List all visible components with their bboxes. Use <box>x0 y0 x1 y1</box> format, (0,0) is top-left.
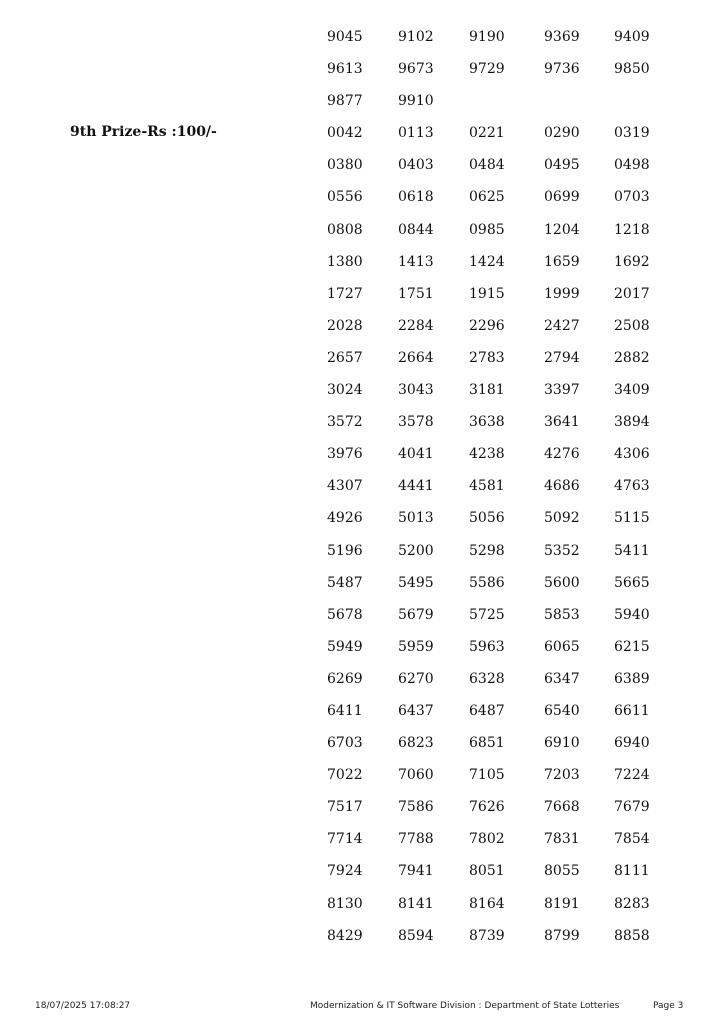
ticket-number: 6823 <box>398 735 434 752</box>
number-row <box>327 671 667 703</box>
ticket-number: 8594 <box>398 927 434 944</box>
ticket-number: 5679 <box>398 606 434 623</box>
ticket-number: 9409 <box>614 29 650 45</box>
number-row <box>327 639 667 671</box>
ticket-number: 0380 <box>327 157 363 174</box>
ticket-number: 9673 <box>398 61 434 78</box>
ticket-number: 0498 <box>614 157 650 174</box>
ticket-number: 4581 <box>469 478 505 495</box>
number-row <box>327 93 667 125</box>
number-row <box>327 189 667 221</box>
ticket-number: 6910 <box>544 735 580 752</box>
ticket-number: 7203 <box>544 767 580 784</box>
ticket-number: 0221 <box>469 125 505 142</box>
number-row <box>327 896 667 928</box>
ticket-number: 0625 <box>469 189 505 206</box>
ticket-number: 6065 <box>544 638 580 655</box>
number-row <box>327 863 667 895</box>
ticket-number: 8858 <box>614 927 650 944</box>
ticket-number: 7924 <box>327 863 363 880</box>
number-row <box>327 61 667 93</box>
ticket-number: 6411 <box>327 702 363 719</box>
ticket-number: 6703 <box>327 735 363 752</box>
ticket-number: 4238 <box>469 446 505 463</box>
ticket-number: 4441 <box>398 478 434 495</box>
ticket-number: 0290 <box>544 125 580 142</box>
ticket-number: 5352 <box>544 542 580 559</box>
number-row <box>327 735 667 767</box>
prize-label: 9th Prize-Rs :100/- <box>70 124 217 140</box>
winning-numbers-grid <box>327 29 667 960</box>
number-row <box>327 703 667 735</box>
ticket-number: 7679 <box>614 799 650 816</box>
ticket-number: 1218 <box>614 221 650 238</box>
ticket-number: 1727 <box>327 285 363 302</box>
ticket-number: 0808 <box>327 221 363 238</box>
ticket-number: 6347 <box>544 670 580 687</box>
ticket-number: 2028 <box>327 317 363 334</box>
ticket-number: 9910 <box>398 93 434 110</box>
ticket-number: 4041 <box>398 446 434 463</box>
ticket-number: 0699 <box>544 189 580 206</box>
ticket-number: 8739 <box>469 927 505 944</box>
ticket-number: 9102 <box>398 29 434 45</box>
ticket-number: 5495 <box>398 574 434 591</box>
ticket-number: 5115 <box>614 510 650 527</box>
ticket-number: 5487 <box>327 574 363 591</box>
ticket-number: 1380 <box>327 253 363 270</box>
ticket-number: 7854 <box>614 831 650 848</box>
ticket-number: 7224 <box>614 767 650 784</box>
ticket-number: 2783 <box>469 349 505 366</box>
ticket-number: 8130 <box>327 895 363 912</box>
ticket-number: 7105 <box>469 767 505 784</box>
ticket-number: 7586 <box>398 799 434 816</box>
ticket-number: 7060 <box>398 767 434 784</box>
ticket-number: 9729 <box>469 61 505 78</box>
ticket-number: 7517 <box>327 799 363 816</box>
ticket-number: 0484 <box>469 157 505 174</box>
ticket-number: 0844 <box>398 221 434 238</box>
number-row <box>327 478 667 510</box>
ticket-number: 2664 <box>398 349 434 366</box>
ticket-number: 4763 <box>614 478 650 495</box>
ticket-number: 8051 <box>469 863 505 880</box>
ticket-number: 7802 <box>469 831 505 848</box>
ticket-number: 6940 <box>614 735 650 752</box>
number-row <box>327 510 667 542</box>
ticket-number: 1751 <box>398 285 434 302</box>
ticket-number: 7668 <box>544 799 580 816</box>
ticket-number: 3894 <box>614 414 650 431</box>
ticket-number: 0703 <box>614 189 650 206</box>
ticket-number: 8799 <box>544 927 580 944</box>
ticket-number: 8141 <box>398 895 434 912</box>
ticket-number: 2296 <box>469 317 505 334</box>
ticket-number: 8429 <box>327 927 363 944</box>
number-row <box>327 286 667 318</box>
footer-page-number: Page 3 <box>653 1001 684 1011</box>
ticket-number: 5963 <box>469 638 505 655</box>
ticket-number: 6328 <box>469 670 505 687</box>
number-row <box>327 575 667 607</box>
ticket-number: 4307 <box>327 478 363 495</box>
ticket-number: 2284 <box>398 317 434 334</box>
number-row <box>327 607 667 639</box>
ticket-number: 1424 <box>469 253 505 270</box>
ticket-number: 3409 <box>614 382 650 399</box>
ticket-number: 9613 <box>327 61 363 78</box>
ticket-number: 5298 <box>469 542 505 559</box>
ticket-number: 3043 <box>398 382 434 399</box>
ticket-number: 4926 <box>327 510 363 527</box>
ticket-number: 4686 <box>544 478 580 495</box>
ticket-number: 1999 <box>544 285 580 302</box>
ticket-number: 5586 <box>469 574 505 591</box>
ticket-number: 0985 <box>469 221 505 238</box>
ticket-number: 3024 <box>327 382 363 399</box>
ticket-number: 8191 <box>544 895 580 912</box>
number-row <box>327 543 667 575</box>
number-row <box>327 382 667 414</box>
ticket-number: 5725 <box>469 606 505 623</box>
number-row <box>327 254 667 286</box>
ticket-number: 0042 <box>327 125 363 142</box>
ticket-number: 3641 <box>544 414 580 431</box>
ticket-number: 1659 <box>544 253 580 270</box>
ticket-number: 7022 <box>327 767 363 784</box>
ticket-number: 5665 <box>614 574 650 591</box>
ticket-number: 5959 <box>398 638 434 655</box>
ticket-number: 8055 <box>544 863 580 880</box>
ticket-number: 0495 <box>544 157 580 174</box>
ticket-number: 5411 <box>614 542 650 559</box>
ticket-number: 5200 <box>398 542 434 559</box>
ticket-number: 5678 <box>327 606 363 623</box>
ticket-number: 3397 <box>544 382 580 399</box>
ticket-number: 1915 <box>469 285 505 302</box>
ticket-number: 5600 <box>544 574 580 591</box>
ticket-number: 6540 <box>544 702 580 719</box>
ticket-number: 6851 <box>469 735 505 752</box>
ticket-number: 2882 <box>614 349 650 366</box>
ticket-number: 3578 <box>398 414 434 431</box>
footer-division: Modernization & IT Software Division : Department of State Lotteries <box>310 1001 620 1011</box>
ticket-number: 9369 <box>544 29 580 45</box>
number-row <box>327 446 667 478</box>
number-row <box>327 414 667 446</box>
ticket-number: 2794 <box>544 349 580 366</box>
ticket-number: 3181 <box>469 382 505 399</box>
ticket-number: 2427 <box>544 317 580 334</box>
footer-timestamp: 18/07/2025 17:08:27 <box>35 1001 131 1011</box>
ticket-number: 8283 <box>614 895 650 912</box>
ticket-number: 1204 <box>544 221 580 238</box>
number-row <box>327 318 667 350</box>
ticket-number: 1692 <box>614 253 650 270</box>
ticket-number: 9850 <box>614 61 650 78</box>
ticket-number: 0113 <box>398 125 434 142</box>
ticket-number: 7714 <box>327 831 363 848</box>
ticket-number: 7788 <box>398 831 434 848</box>
ticket-number: 7831 <box>544 831 580 848</box>
ticket-number: 5092 <box>544 510 580 527</box>
ticket-number: 9877 <box>327 93 363 110</box>
number-row <box>327 29 667 61</box>
ticket-number: 6389 <box>614 670 650 687</box>
number-row <box>327 799 667 831</box>
ticket-number: 0403 <box>398 157 434 174</box>
ticket-number: 5940 <box>614 606 650 623</box>
ticket-number: 8164 <box>469 895 505 912</box>
number-row <box>327 125 667 157</box>
ticket-number: 6487 <box>469 702 505 719</box>
number-row <box>327 831 667 863</box>
ticket-number: 5056 <box>469 510 505 527</box>
ticket-number: 6437 <box>398 702 434 719</box>
ticket-number: 3572 <box>327 414 363 431</box>
ticket-number: 3638 <box>469 414 505 431</box>
ticket-number: 9190 <box>469 29 505 45</box>
ticket-number: 0618 <box>398 189 434 206</box>
ticket-number: 9045 <box>327 29 363 45</box>
ticket-number: 0319 <box>614 125 650 142</box>
ticket-number: 5196 <box>327 542 363 559</box>
number-row <box>327 222 667 254</box>
ticket-number: 6611 <box>614 702 650 719</box>
ticket-number: 4306 <box>614 446 650 463</box>
ticket-number: 7626 <box>469 799 505 816</box>
ticket-number: 2508 <box>614 317 650 334</box>
number-row <box>327 928 667 960</box>
ticket-number: 6270 <box>398 670 434 687</box>
ticket-number: 7941 <box>398 863 434 880</box>
ticket-number: 0556 <box>327 189 363 206</box>
ticket-number: 5013 <box>398 510 434 527</box>
ticket-number: 6269 <box>327 670 363 687</box>
number-row <box>327 157 667 189</box>
ticket-number: 1413 <box>398 253 434 270</box>
ticket-number: 2017 <box>614 285 650 302</box>
ticket-number: 4276 <box>544 446 580 463</box>
ticket-number: 6215 <box>614 638 650 655</box>
ticket-number: 5949 <box>327 638 363 655</box>
number-row <box>327 350 667 382</box>
ticket-number: 9736 <box>544 61 580 78</box>
number-row <box>327 767 667 799</box>
ticket-number: 3976 <box>327 446 363 463</box>
ticket-number: 8111 <box>614 863 650 880</box>
ticket-number: 2657 <box>327 349 363 366</box>
ticket-number: 5853 <box>544 606 580 623</box>
